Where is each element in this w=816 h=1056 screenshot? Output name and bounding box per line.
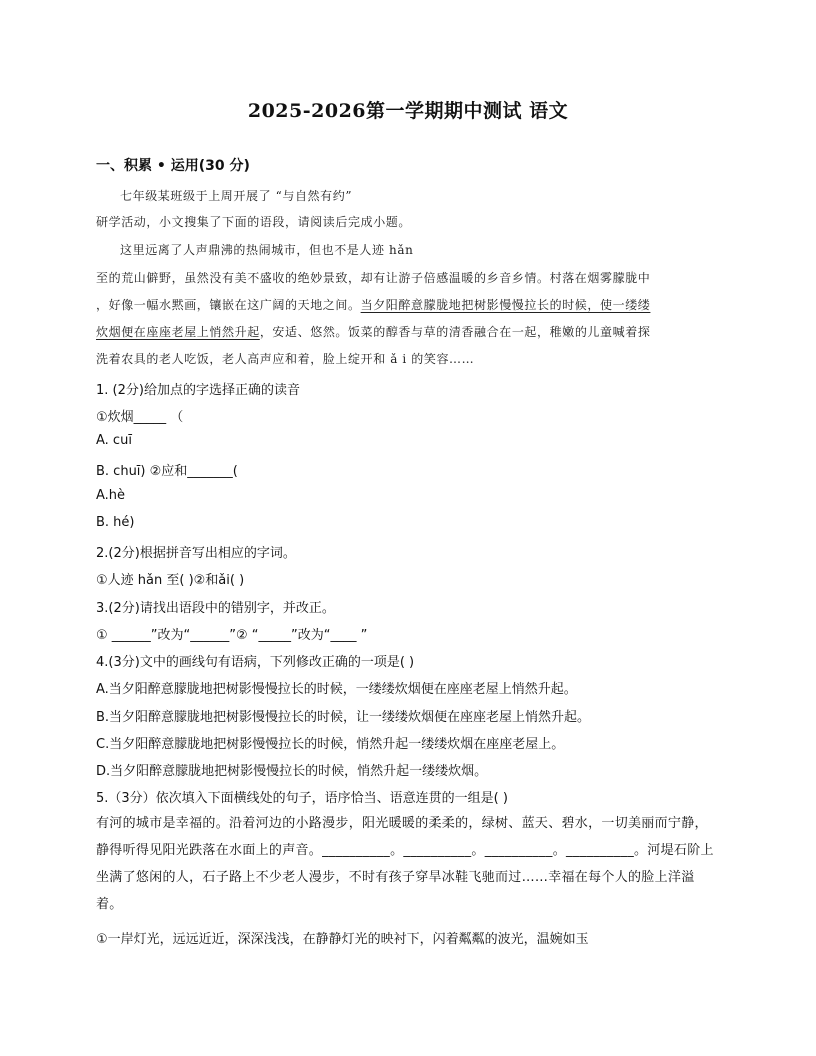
- passage-text: ，好像一幅水黙画，镶嵌在这广阔的天地之间。: [96, 298, 361, 312]
- question-5-item: ①一岸灯光，远远近近，深深浅浅，在静静灯光的映衬下，闪着粼粼的波光，温婉如玉: [96, 932, 589, 947]
- question-2-item: ①人迹 hǎn 至( )②和ǎi( ): [96, 573, 245, 588]
- question-5-text: 有河的城市是幸福的。沿着河边的小路漫步，阳光暖暖的柔柔的，绿树、蓝天、碧水，一切美丽而宁静，静得听得见阳光跌落在水面上的声音。__________。__________。__________。__________。河堤石阶上坐满了悠闲的人，石子路上不少老人漫步，不时有孩子穿旱冰鞋飞驰而过……幸福在每个人的脸上洋溢着。: [96, 816, 714, 912]
- question-2: 2.(2分)根据拼音写出相应的字词。: [96, 546, 296, 561]
- option: D.当夕阳醉意朦胧地把树影慢慢拉长的时候，悄然升起一缕缕炊烟。: [96, 764, 488, 779]
- passage-line: 这里远离了人声鼎沸的热闹城市，但也不是人迹 hǎn: [120, 243, 414, 257]
- option: A.hè: [96, 488, 126, 503]
- question-3: 3.(2分)请找出语段中的错别字，并改正。: [96, 601, 335, 616]
- passage-line: 至的荒山僻野，虽然没有美不盛收的绝妙景致，却有让游子倍感温暖的乡音乡情。村落在烟雾朦胧中: [96, 271, 651, 285]
- passage-line: 七年级某班级于上周开展了 “与自然有约”: [120, 189, 353, 203]
- option: B. hé): [96, 515, 135, 530]
- question-1: 1. (2分)给加点的字选择正确的读音: [96, 383, 300, 398]
- underlined-sentence: 炊烟便在座座老屋上悄然升起: [96, 325, 260, 339]
- question-3-item: ① ______”改为“______”② “_____”改为“____ ”: [96, 628, 368, 643]
- question-1-item: ①炊烟_____ （: [96, 410, 184, 425]
- question-5: 5.（3分）依次填入下面横线处的句子，语序恰当、语意连贯的一组是( ): [96, 791, 508, 806]
- page-title: 2025-2026第一学期期中测试 语文: [247, 100, 569, 122]
- question-4: 4.(3分)文中的画线句有语病，下列修改正确的一项是( ): [96, 655, 415, 670]
- passage-line: [96, 293, 720, 318]
- section-heading: 一、积累 • 运用(30 分): [96, 158, 250, 174]
- passage-line: [96, 320, 720, 345]
- option: A.当夕阳醉意朦胧地把树影慢慢拉长的时候，一缕缕炊烟便在座座老屋上悄然升起。: [96, 682, 577, 697]
- option: B.当夕阳醉意朦胧地把树影慢慢拉长的时候，让一缕缕炊烟便在座座老屋上悄然升起。: [96, 710, 591, 725]
- underlined-sentence: 当夕阳醉意朦胧地把树影慢慢拉长的时候，使一缕缕: [360, 298, 651, 312]
- option: A. cuī: [96, 433, 132, 448]
- passage-line: 研学活动，小文搜集了下面的语段，请阅读后完成小题。: [96, 215, 412, 229]
- passage-text: ，安适、悠然。饭菜的醇香与草的清香融合在一起，稚嫩的儿童喊着探: [259, 325, 651, 339]
- option: C.当夕阳醉意朦胧地把树影慢慢拉长的时候，悄然升起一缕缕炊烟在座座老屋上。: [96, 737, 565, 752]
- option: B. chuī) ②应和_______(: [96, 464, 238, 479]
- passage-line: 洗着农具的老人吃饭，老人高声应和着，脸上绽开和 ǎ i 的笑容……: [96, 352, 475, 366]
